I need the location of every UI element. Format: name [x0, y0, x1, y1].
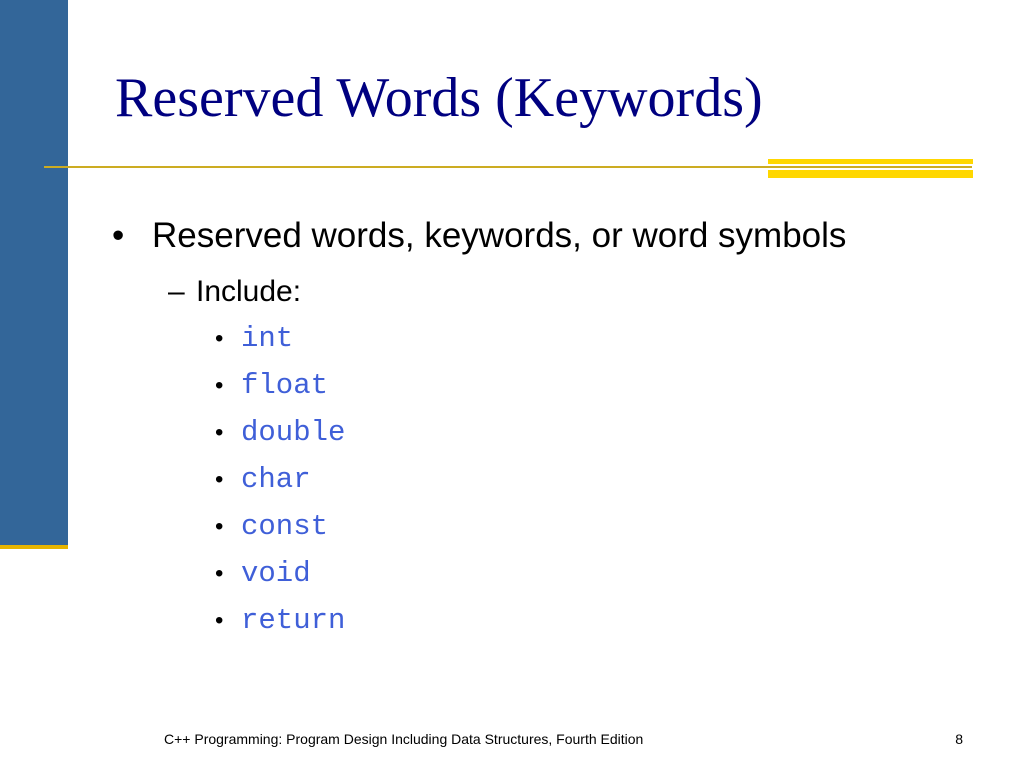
- sub-bullet-text: Include:: [196, 275, 302, 308]
- keyword-text: int: [241, 322, 294, 355]
- bullet-dot-icon: •: [112, 216, 125, 255]
- keyword-text: void: [241, 557, 311, 590]
- keyword-text: const: [241, 510, 329, 543]
- bullet-dot-icon: •: [215, 325, 224, 352]
- list-item: [215, 460, 345, 507]
- list-item: [215, 507, 345, 554]
- title-divider: [44, 166, 972, 168]
- keyword-list: [215, 319, 345, 648]
- sub-bullet: [168, 273, 301, 311]
- bullet-dot-icon: •: [215, 607, 224, 634]
- slide-title: Reserved Words (Keywords): [115, 67, 763, 129]
- list-item: [215, 554, 345, 601]
- bullet-dot-icon: •: [215, 466, 224, 493]
- title-divider-accent-bottom: [768, 170, 973, 178]
- list-item: [215, 413, 345, 460]
- main-bullet: [112, 214, 846, 258]
- main-bullet-text: Reserved words, keywords, or word symbols: [152, 216, 847, 255]
- list-item: [215, 366, 345, 413]
- left-sidebar-accent: [0, 545, 68, 549]
- bullet-dot-icon: •: [215, 372, 224, 399]
- bullet-dot-icon: •: [215, 513, 224, 540]
- list-item: [215, 319, 345, 366]
- list-item: [215, 601, 345, 648]
- left-sidebar-bar: [0, 0, 68, 545]
- bullet-dot-icon: •: [215, 560, 224, 587]
- keyword-text: char: [241, 463, 311, 496]
- keyword-text: double: [241, 416, 346, 449]
- bullet-dash-icon: –: [168, 275, 185, 308]
- keyword-text: return: [241, 604, 346, 637]
- bullet-dot-icon: •: [215, 419, 224, 446]
- keyword-text: float: [241, 369, 329, 402]
- slide-footer: C++ Programming: Program Design Including Data Structures, Fourth Edition: [164, 731, 644, 747]
- page-number: 8: [955, 731, 963, 747]
- title-divider-accent-top: [768, 159, 973, 164]
